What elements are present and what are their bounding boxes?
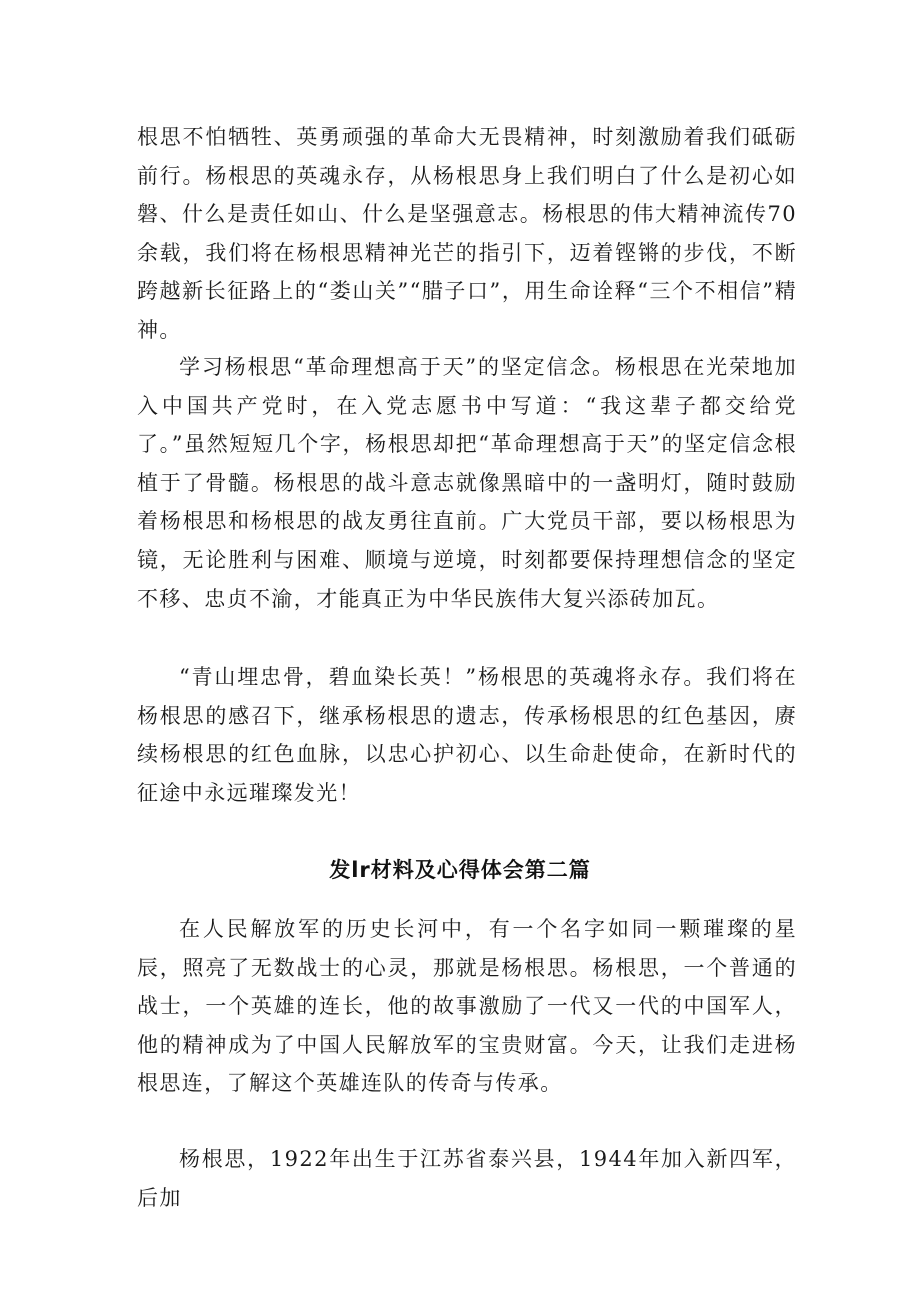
paragraph-history-river: 在人民解放军的历史长河中，有一个名字如同一颗璀璨的星辰，照亮了无数战士的心灵，那就是杨根思。杨根思，一个普通的战士，一个英雄的连长，他的故事激励了一代又一代的中国军人，他的精神成为了中国人民解放军的宝贵财富。今天，让我们走进杨根思连，了解这个英雄连队的传奇与传承。 — [137, 917, 797, 1096]
paragraph-green-mountains: “青山埋忠骨，碧血染长英！”杨根思的英魂将永存。我们将在杨根思的感召下，继承杨根思的遗志，传承杨根思的红色基因，赓续杨根思的红色血脉，以忠心护初心、以生命赴使命，在新时代的征途中永远璀璨发光！ — [137, 665, 797, 805]
paragraph-biography: 杨根思，1922年出生于江苏省泰兴县，1944年加入新四军，后加 — [137, 1147, 797, 1210]
paragraph-revolutionary-ideal: 学习杨根思“革命理想高于天”的坚定信念。杨根思在光荣地加入中国共产党时，在入党志愿书中写道：“我这辈子都交给党了。”虽然短短几个字，杨根思却把“革命理想高于天”的坚定信念根植于了骨髓。杨根思的战斗意志就像黑暗中的一盏明灯，随时鼓励着杨根思和杨根思的战友勇往直前。广大党员干部，要以杨根思为镜，无论胜利与困难、顺境与逆境，时刻都要保持理想信念的坚定不移、忠贞不渝，才能真正为中华民族伟大复兴添砖加瓦。 — [137, 355, 797, 611]
section-heading: 发lr材料及心得体会第二篇 — [329, 858, 591, 882]
paragraph-continuation: 根思不怕牺牲、英勇顽强的革命大无畏精神，时刻激励着我们砥砺前行。杨根思的英魂永存，从杨根思身上我们明白了什么是初心如磐、什么是责任如山、什么是坚强意志。杨根思的伟大精神流传70余载，我们将在杨根思精神光芒的指引下，迈着铿锵的步伐，不断跨越新长征路上的“娄山关”“腊子口”，用生命诠释“三个不相信”精神。 — [137, 125, 797, 342]
